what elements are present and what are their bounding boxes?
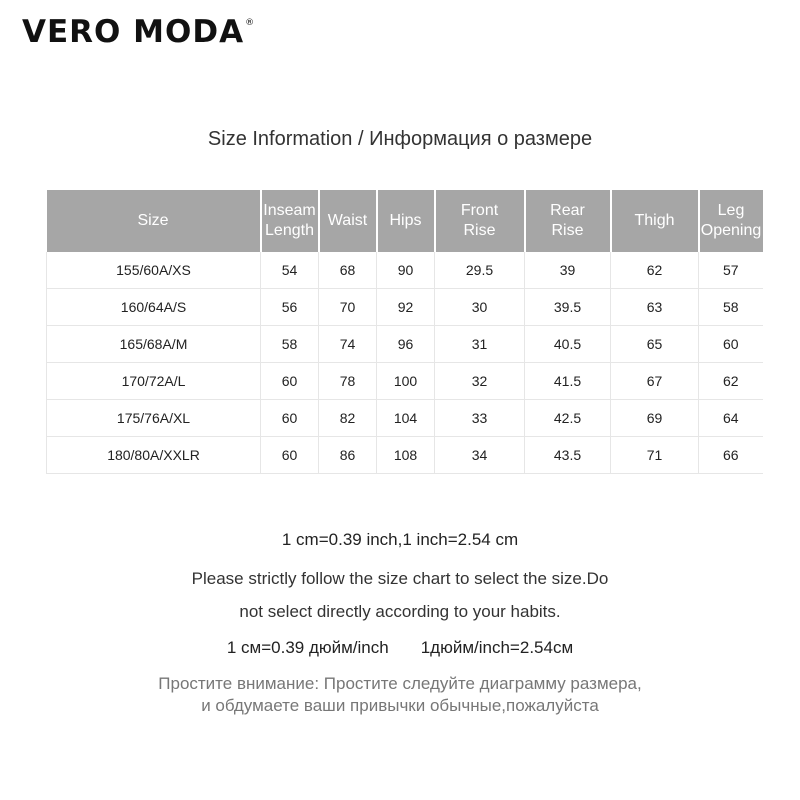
column-header (377, 190, 435, 252)
measurement-cell: 71 (611, 437, 699, 474)
ru-advice-line-1: Простите внимание: Простите следуйте диаграмму размера, (158, 674, 642, 693)
measurement-cell: 63 (611, 289, 699, 326)
column-header-text: Leg (717, 202, 745, 219)
size-label-cell: 160/64A/S (47, 289, 261, 326)
measurement-cell: 90 (377, 252, 435, 289)
measurement-cell: 86 (319, 437, 377, 474)
conversion-note-ru (0, 638, 800, 658)
measurement-cell: 69 (611, 400, 699, 437)
size-label-cell: 175/76A/XL (47, 400, 261, 437)
measurement-cell: 62 (699, 363, 763, 400)
column-header-text: Size (137, 212, 169, 229)
conversion-note: 1 cm=0.39 inch,1 inch=2.54 cm (281, 530, 519, 549)
column-header-text: Hips (389, 212, 422, 229)
table-row (47, 437, 763, 474)
measurement-cell: 57 (699, 252, 763, 289)
measurement-cell: 39.5 (525, 289, 611, 326)
conversion-ru-inch: 1дюйм/inch=2.54см (420, 638, 574, 657)
size-table-header-row (47, 190, 763, 252)
table-row (47, 326, 763, 363)
measurement-cell: 33 (435, 400, 525, 437)
measurement-cell: 70 (319, 289, 377, 326)
column-header (261, 190, 319, 252)
column-header-text: Inseam (263, 202, 316, 219)
measurement-cell: 54 (261, 252, 319, 289)
measurement-cell: 82 (319, 400, 377, 437)
measurement-cell: 31 (435, 326, 525, 363)
measurement-cell: 42.5 (525, 400, 611, 437)
column-header (435, 190, 525, 252)
measurement-cell: 66 (699, 437, 763, 474)
size-label-cell: 165/68A/M (47, 326, 261, 363)
measurement-cell: 78 (319, 363, 377, 400)
measurement-cell: 60 (261, 400, 319, 437)
measurement-cell: 40.5 (525, 326, 611, 363)
measurement-cell: 29.5 (435, 252, 525, 289)
conversion-ru-cm: 1 см=0.39 дюйм/inch (226, 638, 389, 657)
measurement-cell: 60 (261, 437, 319, 474)
column-header-text: Opening (700, 222, 762, 239)
measurement-cell: 58 (699, 289, 763, 326)
measurement-cell: 56 (261, 289, 319, 326)
measurement-cell: 39 (525, 252, 611, 289)
column-header-text: Thigh (634, 212, 675, 229)
measurement-cell: 92 (377, 289, 435, 326)
measurement-cell: 58 (261, 326, 319, 363)
column-header (47, 190, 261, 252)
measurement-cell: 41.5 (525, 363, 611, 400)
measurement-cell: 100 (377, 363, 435, 400)
column-header (525, 190, 611, 252)
column-header-text: Length (265, 222, 314, 239)
column-header (699, 190, 763, 252)
measurement-cell: 32 (435, 363, 525, 400)
size-label-cell: 155/60A/XS (47, 252, 261, 289)
column-header-text: Rear (550, 202, 585, 219)
measurement-cell: 67 (611, 363, 699, 400)
size-label-cell: 180/80A/XXLR (47, 437, 261, 474)
measurement-cell: 104 (377, 400, 435, 437)
measurement-cell: 60 (699, 326, 763, 363)
measurement-cell: 43.5 (525, 437, 611, 474)
table-row (47, 400, 763, 437)
measurement-cell: 65 (611, 326, 699, 363)
column-header-text: Rise (463, 222, 496, 239)
measurement-cell: 108 (377, 437, 435, 474)
table-row (47, 252, 763, 289)
measurement-cell: 60 (261, 363, 319, 400)
brand-name: VERO MODA (22, 14, 245, 50)
column-header-text: Waist (327, 212, 368, 229)
table-row (47, 363, 763, 400)
measurement-cell: 34 (435, 437, 525, 474)
size-table (46, 190, 763, 474)
measurement-cell: 30 (435, 289, 525, 326)
table-row (47, 289, 763, 326)
column-header (611, 190, 699, 252)
measurement-cell: 68 (319, 252, 377, 289)
registered-mark: ® (245, 18, 256, 28)
column-header (319, 190, 377, 252)
brand-logo (22, 14, 255, 50)
advice-line-1: Please strictly follow the size chart to select the size.Do (191, 569, 609, 588)
column-header-text: Rise (551, 222, 584, 239)
measurement-cell: 74 (319, 326, 377, 363)
size-label-cell: 170/72A/L (47, 363, 261, 400)
page-title: Size Information / Информация о размере (207, 128, 593, 150)
size-table-body (47, 252, 763, 474)
advice-line-2: not select directly according to your habits. (239, 602, 561, 621)
measurement-cell: 62 (611, 252, 699, 289)
measurement-cell: 96 (377, 326, 435, 363)
measurement-cell: 64 (699, 400, 763, 437)
ru-advice-line-2: и обдумаете ваши привычки обычные,пожалуйста (201, 696, 599, 715)
column-header-text: Front (460, 202, 499, 219)
